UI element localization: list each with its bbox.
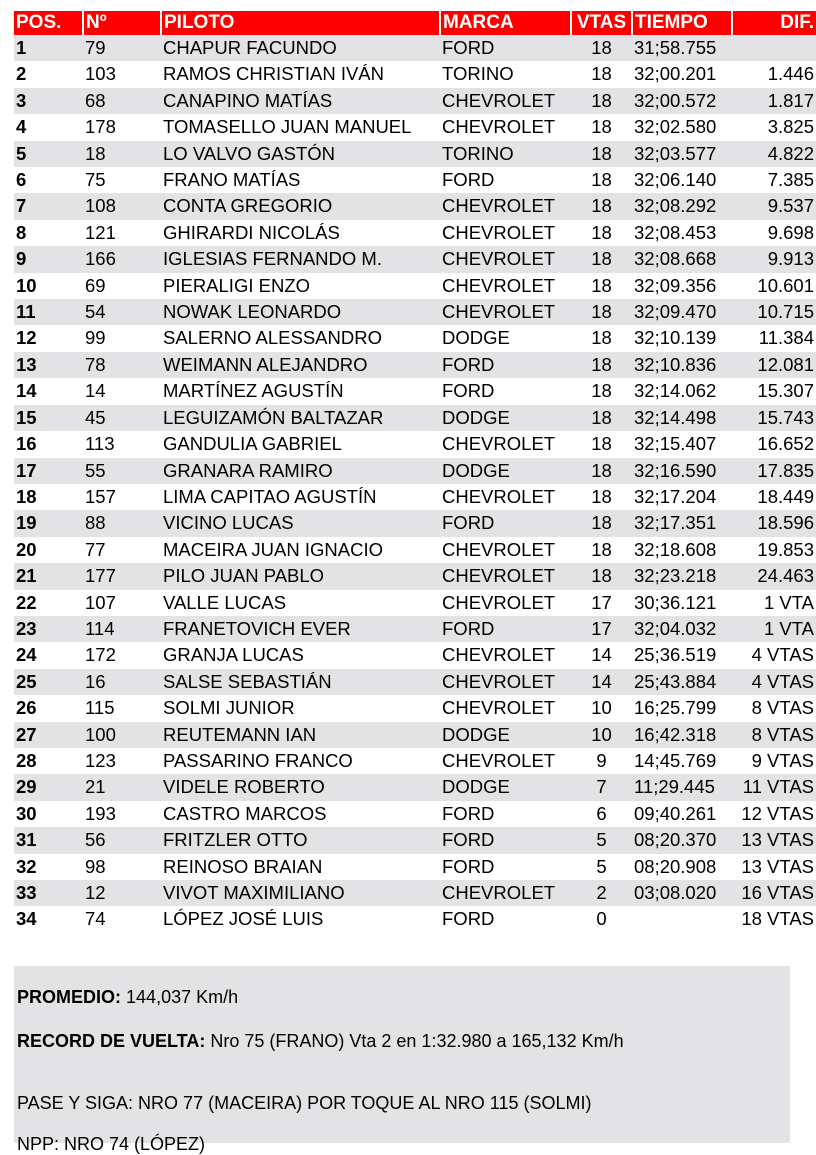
cell-pilot: LIMA CAPITAO AGUSTÍN — [161, 484, 440, 510]
table-row — [14, 405, 816, 431]
cell-number: 16 — [83, 669, 161, 695]
cell-time: 32;08.668 — [632, 246, 732, 272]
cell-diff: 13 VTAS — [732, 827, 816, 853]
cell-number: 157 — [83, 484, 161, 510]
cell-pos: 13 — [14, 352, 83, 378]
cell-pos: 31 — [14, 827, 83, 853]
cell-laps: 5 — [571, 854, 632, 880]
cell-number: 45 — [83, 405, 161, 431]
cell-pos: 3 — [14, 88, 83, 114]
cell-pos: 12 — [14, 325, 83, 351]
table-row — [14, 352, 816, 378]
table-row — [14, 642, 816, 668]
cell-time: 31;58.755 — [632, 35, 732, 61]
cell-brand: FORD — [440, 906, 571, 932]
cell-diff: 18.449 — [732, 484, 816, 510]
table-row — [14, 801, 816, 827]
cell-diff: 9.698 — [732, 220, 816, 246]
cell-time: 32;17.351 — [632, 510, 732, 536]
cell-pilot: LÓPEZ JOSÉ LUIS — [161, 906, 440, 932]
cell-pilot: FRANO MATÍAS — [161, 167, 440, 193]
cell-brand: CHEVROLET — [440, 669, 571, 695]
cell-time: 32;17.204 — [632, 484, 732, 510]
header-brand: MARCA — [440, 11, 571, 35]
cell-time: 32;16.590 — [632, 458, 732, 484]
table-row — [14, 748, 816, 774]
cell-laps: 18 — [571, 61, 632, 87]
cell-diff: 11.384 — [732, 325, 816, 351]
table-row — [14, 246, 816, 272]
cell-laps: 18 — [571, 299, 632, 325]
cell-number: 14 — [83, 378, 161, 404]
cell-pos: 17 — [14, 458, 83, 484]
results-header — [14, 11, 816, 35]
cell-brand: CHEVROLET — [440, 537, 571, 563]
cell-brand: FORD — [440, 510, 571, 536]
cell-time: 32;08.453 — [632, 220, 732, 246]
cell-pos: 21 — [14, 563, 83, 589]
table-row — [14, 563, 816, 589]
cell-pilot: CHAPUR FACUNDO — [161, 35, 440, 61]
cell-diff: 15.743 — [732, 405, 816, 431]
cell-time: 32;10.836 — [632, 352, 732, 378]
cell-number: 74 — [83, 906, 161, 932]
cell-diff: 4 VTAS — [732, 642, 816, 668]
cell-pilot: PILO JUAN PABLO — [161, 563, 440, 589]
cell-brand: CHEVROLET — [440, 748, 571, 774]
header-time: TIEMPO — [632, 11, 732, 35]
cell-laps: 18 — [571, 35, 632, 61]
cell-laps: 2 — [571, 880, 632, 906]
cell-diff: 16.652 — [732, 431, 816, 457]
header-pilot: PILOTO — [161, 11, 440, 35]
cell-number: 69 — [83, 273, 161, 299]
cell-pos: 2 — [14, 61, 83, 87]
cell-brand: CHEVROLET — [440, 590, 571, 616]
cell-pos: 23 — [14, 616, 83, 642]
lap-record-label: RECORD DE VUELTA: — [17, 1031, 206, 1051]
cell-number: 56 — [83, 827, 161, 853]
cell-time: 32;04.032 — [632, 616, 732, 642]
cell-pos: 20 — [14, 537, 83, 563]
cell-number: 21 — [83, 774, 161, 800]
table-row — [14, 854, 816, 880]
cell-number: 77 — [83, 537, 161, 563]
cell-pos: 33 — [14, 880, 83, 906]
table-row — [14, 167, 816, 193]
cell-number: 78 — [83, 352, 161, 378]
cell-pilot: MARTÍNEZ AGUSTÍN — [161, 378, 440, 404]
cell-pos: 28 — [14, 748, 83, 774]
cell-laps: 18 — [571, 405, 632, 431]
cell-pilot: VICINO LUCAS — [161, 510, 440, 536]
cell-pilot: VIVOT MAXIMILIANO — [161, 880, 440, 906]
cell-number: 193 — [83, 801, 161, 827]
cell-diff: 8 VTAS — [732, 695, 816, 721]
results-table — [14, 11, 816, 933]
header-number: Nº — [83, 11, 161, 35]
cell-time: 32;09.356 — [632, 273, 732, 299]
cell-laps: 7 — [571, 774, 632, 800]
cell-brand: FORD — [440, 854, 571, 880]
cell-brand: DODGE — [440, 325, 571, 351]
table-row — [14, 590, 816, 616]
cell-number: 18 — [83, 141, 161, 167]
cell-number: 99 — [83, 325, 161, 351]
cell-laps: 9 — [571, 748, 632, 774]
cell-time: 32;08.292 — [632, 193, 732, 219]
cell-pilot: CASTRO MARCOS — [161, 801, 440, 827]
cell-number: 107 — [83, 590, 161, 616]
cell-brand: FORD — [440, 616, 571, 642]
cell-laps: 18 — [571, 273, 632, 299]
cell-laps: 18 — [571, 167, 632, 193]
cell-laps: 18 — [571, 352, 632, 378]
table-row — [14, 880, 816, 906]
cell-pos: 22 — [14, 590, 83, 616]
cell-pilot: GRANARA RAMIRO — [161, 458, 440, 484]
cell-time: 32;06.140 — [632, 167, 732, 193]
cell-pos: 8 — [14, 220, 83, 246]
cell-diff: 8 VTAS — [732, 722, 816, 748]
cell-pilot: FRANETOVICH EVER — [161, 616, 440, 642]
cell-number: 68 — [83, 88, 161, 114]
cell-time: 03;08.020 — [632, 880, 732, 906]
table-row — [14, 906, 816, 932]
cell-brand: CHEVROLET — [440, 880, 571, 906]
cell-diff: 12 VTAS — [732, 801, 816, 827]
table-row — [14, 537, 816, 563]
cell-brand: FORD — [440, 167, 571, 193]
cell-pos: 11 — [14, 299, 83, 325]
cell-pos: 26 — [14, 695, 83, 721]
table-row — [14, 458, 816, 484]
cell-laps: 14 — [571, 669, 632, 695]
table-row — [14, 669, 816, 695]
cell-pilot: FRITZLER OTTO — [161, 827, 440, 853]
cell-pos: 27 — [14, 722, 83, 748]
cell-laps: 10 — [571, 722, 632, 748]
cell-time: 09;40.261 — [632, 801, 732, 827]
cell-laps: 6 — [571, 801, 632, 827]
cell-brand: CHEVROLET — [440, 642, 571, 668]
cell-brand: DODGE — [440, 405, 571, 431]
table-row — [14, 722, 816, 748]
cell-diff: 4 VTAS — [732, 669, 816, 695]
cell-pilot: PASSARINO FRANCO — [161, 748, 440, 774]
cell-laps: 18 — [571, 193, 632, 219]
average-label: PROMEDIO: — [17, 987, 122, 1007]
cell-brand: CHEVROLET — [440, 273, 571, 299]
cell-pos: 32 — [14, 854, 83, 880]
table-row — [14, 484, 816, 510]
penalty-note: PASE Y SIGA: NRO 77 (MACEIRA) POR TOQUE AL NRO 115 (SOLMI) — [17, 1093, 592, 1113]
table-row — [14, 695, 816, 721]
cell-brand: FORD — [440, 35, 571, 61]
cell-number: 166 — [83, 246, 161, 272]
table-row — [14, 616, 816, 642]
cell-pilot: MACEIRA JUAN IGNACIO — [161, 537, 440, 563]
cell-pos: 29 — [14, 774, 83, 800]
cell-time: 32;03.577 — [632, 141, 732, 167]
cell-diff: 18 VTAS — [732, 906, 816, 932]
cell-diff: 3.825 — [732, 114, 816, 140]
cell-diff: 10.715 — [732, 299, 816, 325]
cell-laps: 18 — [571, 537, 632, 563]
race-notes — [14, 966, 790, 1154]
cell-brand: TORINO — [440, 61, 571, 87]
cell-diff: 4.822 — [732, 141, 816, 167]
table-row — [14, 61, 816, 87]
cell-laps: 18 — [571, 220, 632, 246]
cell-brand: FORD — [440, 827, 571, 853]
cell-brand: CHEVROLET — [440, 114, 571, 140]
header-diff: DIF. — [732, 11, 816, 35]
cell-number: 172 — [83, 642, 161, 668]
cell-laps: 17 — [571, 616, 632, 642]
cell-brand: CHEVROLET — [440, 220, 571, 246]
cell-laps: 0 — [571, 906, 632, 932]
cell-laps: 18 — [571, 510, 632, 536]
cell-pos: 30 — [14, 801, 83, 827]
cell-diff: 12.081 — [732, 352, 816, 378]
cell-diff: 16 VTAS — [732, 880, 816, 906]
lap-record-note — [17, 1031, 624, 1052]
cell-pilot: LO VALVO GASTÓN — [161, 141, 440, 167]
results-body — [14, 35, 816, 933]
cell-number: 114 — [83, 616, 161, 642]
table-row — [14, 378, 816, 404]
cell-pos: 5 — [14, 141, 83, 167]
cell-pilot: VIDELE ROBERTO — [161, 774, 440, 800]
cell-pos: 18 — [14, 484, 83, 510]
cell-diff: 9.537 — [732, 193, 816, 219]
cell-time: 32;09.470 — [632, 299, 732, 325]
cell-brand: FORD — [440, 378, 571, 404]
table-row — [14, 114, 816, 140]
cell-pos: 1 — [14, 35, 83, 61]
cell-diff: 17.835 — [732, 458, 816, 484]
cell-diff: 1.817 — [732, 88, 816, 114]
cell-diff: 7.385 — [732, 167, 816, 193]
cell-pilot: SALSE SEBASTIÁN — [161, 669, 440, 695]
cell-time: 32;14.062 — [632, 378, 732, 404]
cell-time: 16;42.318 — [632, 722, 732, 748]
table-row — [14, 827, 816, 853]
cell-brand: CHEVROLET — [440, 246, 571, 272]
table-row — [14, 510, 816, 536]
cell-pilot: SOLMI JUNIOR — [161, 695, 440, 721]
cell-diff: 19.853 — [732, 537, 816, 563]
table-row — [14, 325, 816, 351]
cell-pos: 6 — [14, 167, 83, 193]
cell-time: 25;36.519 — [632, 642, 732, 668]
cell-pos: 14 — [14, 378, 83, 404]
cell-pos: 34 — [14, 906, 83, 932]
cell-brand: CHEVROLET — [440, 299, 571, 325]
cell-brand: CHEVROLET — [440, 563, 571, 589]
cell-pilot: TOMASELLO JUAN MANUEL — [161, 114, 440, 140]
cell-pilot: GANDULIA GABRIEL — [161, 431, 440, 457]
cell-diff: 11 VTAS — [732, 774, 816, 800]
table-row — [14, 220, 816, 246]
cell-time: 32;23.218 — [632, 563, 732, 589]
cell-pilot: REINOSO BRAIAN — [161, 854, 440, 880]
cell-number: 100 — [83, 722, 161, 748]
cell-pilot: LEGUIZAMÓN BALTAZAR — [161, 405, 440, 431]
cell-pilot: SALERNO ALESSANDRO — [161, 325, 440, 351]
cell-pos: 4 — [14, 114, 83, 140]
cell-number: 177 — [83, 563, 161, 589]
table-row — [14, 35, 816, 61]
cell-pilot: WEIMANN ALEJANDRO — [161, 352, 440, 378]
cell-brand: CHEVROLET — [440, 484, 571, 510]
cell-brand: CHEVROLET — [440, 88, 571, 114]
cell-brand: FORD — [440, 352, 571, 378]
cell-time: 08;20.908 — [632, 854, 732, 880]
cell-time: 14;45.769 — [632, 748, 732, 774]
table-row — [14, 88, 816, 114]
cell-pos: 24 — [14, 642, 83, 668]
cell-number: 88 — [83, 510, 161, 536]
header-row — [14, 11, 816, 35]
cell-pos: 9 — [14, 246, 83, 272]
cell-time: 32;18.608 — [632, 537, 732, 563]
cell-brand: FORD — [440, 801, 571, 827]
cell-time: 32;14.498 — [632, 405, 732, 431]
cell-number: 55 — [83, 458, 161, 484]
cell-pilot: GRANJA LUCAS — [161, 642, 440, 668]
cell-time: 32;02.580 — [632, 114, 732, 140]
cell-diff: 9.913 — [732, 246, 816, 272]
table-row — [14, 299, 816, 325]
cell-time: 16;25.799 — [632, 695, 732, 721]
cell-time: 11;29.445 — [632, 774, 732, 800]
table-row — [14, 774, 816, 800]
cell-diff: 15.307 — [732, 378, 816, 404]
cell-diff: 1 VTA — [732, 616, 816, 642]
cell-pilot: VALLE LUCAS — [161, 590, 440, 616]
cell-laps: 18 — [571, 484, 632, 510]
cell-brand: DODGE — [440, 774, 571, 800]
cell-diff: 1 VTA — [732, 590, 816, 616]
cell-laps: 18 — [571, 114, 632, 140]
cell-number: 123 — [83, 748, 161, 774]
cell-brand: CHEVROLET — [440, 431, 571, 457]
cell-diff: 10.601 — [732, 273, 816, 299]
cell-time — [632, 906, 732, 932]
cell-laps: 18 — [571, 141, 632, 167]
cell-brand: CHEVROLET — [440, 193, 571, 219]
cell-pos: 15 — [14, 405, 83, 431]
cell-pilot: RAMOS CHRISTIAN IVÁN — [161, 61, 440, 87]
cell-laps: 18 — [571, 325, 632, 351]
cell-number: 103 — [83, 61, 161, 87]
cell-number: 98 — [83, 854, 161, 880]
cell-pilot: CONTA GREGORIO — [161, 193, 440, 219]
cell-pos: 19 — [14, 510, 83, 536]
cell-laps: 18 — [571, 88, 632, 114]
cell-laps: 14 — [571, 642, 632, 668]
cell-laps: 18 — [571, 246, 632, 272]
cell-laps: 17 — [571, 590, 632, 616]
cell-laps: 10 — [571, 695, 632, 721]
npp-note: NPP: NRO 74 (LÓPEZ) — [17, 1134, 206, 1154]
cell-number: 75 — [83, 167, 161, 193]
cell-diff: 24.463 — [732, 563, 816, 589]
cell-laps: 18 — [571, 431, 632, 457]
cell-number: 12 — [83, 880, 161, 906]
cell-laps: 18 — [571, 458, 632, 484]
cell-number: 79 — [83, 35, 161, 61]
header-laps: VTAS — [571, 11, 632, 35]
cell-diff: 18.596 — [732, 510, 816, 536]
cell-brand: CHEVROLET — [440, 695, 571, 721]
cell-time: 32;00.572 — [632, 88, 732, 114]
average-value: 144,037 Km/h — [126, 987, 239, 1007]
cell-time: 32;15.407 — [632, 431, 732, 457]
table-row — [14, 431, 816, 457]
cell-number: 54 — [83, 299, 161, 325]
cell-diff: 1.446 — [732, 61, 816, 87]
cell-time: 30;36.121 — [632, 590, 732, 616]
cell-pos: 7 — [14, 193, 83, 219]
header-pos: POS. — [14, 11, 83, 35]
cell-time: 32;00.201 — [632, 61, 732, 87]
cell-pilot: CANAPINO MATÍAS — [161, 88, 440, 114]
cell-laps: 18 — [571, 378, 632, 404]
cell-pos: 10 — [14, 273, 83, 299]
cell-number: 108 — [83, 193, 161, 219]
cell-brand: TORINO — [440, 141, 571, 167]
cell-brand: DODGE — [440, 458, 571, 484]
cell-time: 32;10.139 — [632, 325, 732, 351]
table-row — [14, 193, 816, 219]
table-row — [14, 273, 816, 299]
cell-laps: 18 — [571, 563, 632, 589]
table-row — [14, 141, 816, 167]
cell-number: 178 — [83, 114, 161, 140]
cell-pilot: PIERALIGI ENZO — [161, 273, 440, 299]
cell-number: 121 — [83, 220, 161, 246]
cell-brand: DODGE — [440, 722, 571, 748]
average-note — [17, 987, 238, 1008]
cell-pilot: REUTEMANN IAN — [161, 722, 440, 748]
cell-diff: 13 VTAS — [732, 854, 816, 880]
cell-pos: 25 — [14, 669, 83, 695]
cell-time: 08;20.370 — [632, 827, 732, 853]
cell-pilot: IGLESIAS FERNANDO M. — [161, 246, 440, 272]
cell-number: 113 — [83, 431, 161, 457]
cell-time: 25;43.884 — [632, 669, 732, 695]
cell-diff: 9 VTAS — [732, 748, 816, 774]
cell-laps: 5 — [571, 827, 632, 853]
cell-pos: 16 — [14, 431, 83, 457]
cell-pilot: GHIRARDI NICOLÁS — [161, 220, 440, 246]
cell-number: 115 — [83, 695, 161, 721]
lap-record-value: Nro 75 (FRANO) Vta 2 en 1:32.980 a 165,132 Km/h — [210, 1031, 624, 1051]
cell-pilot: NOWAK LEONARDO — [161, 299, 440, 325]
cell-diff — [732, 35, 816, 61]
